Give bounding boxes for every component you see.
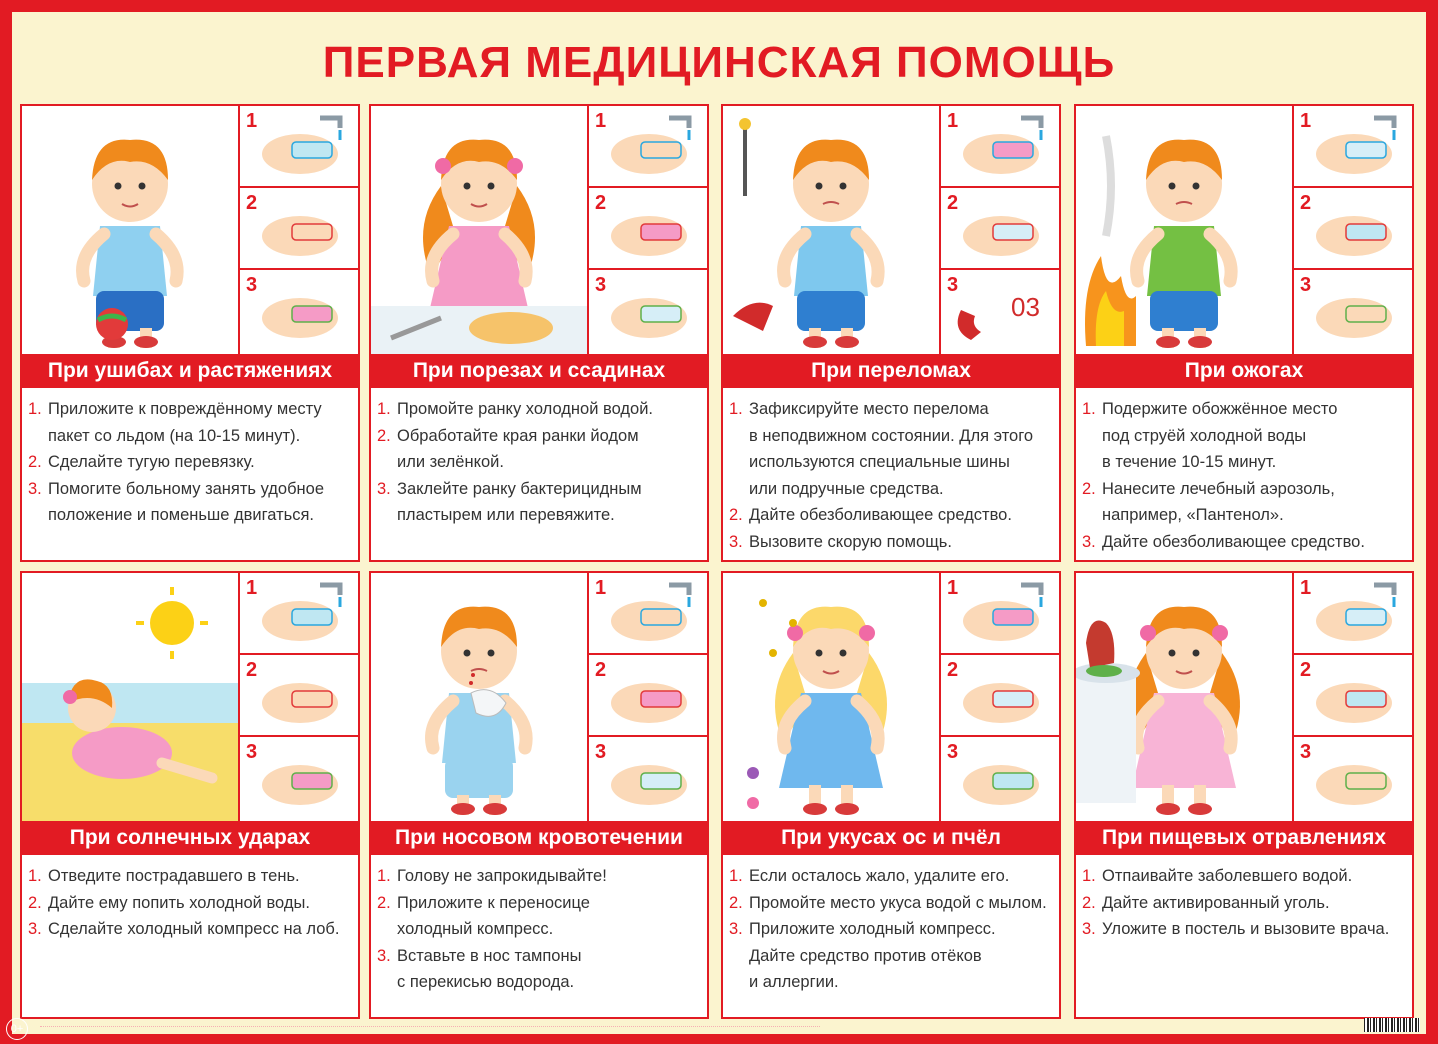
page-title: ПЕРВАЯ МЕДИЦИНСКАЯ ПОМОЩЬ — [322, 38, 1116, 87]
card-heading: При пищевых отравлениях — [1076, 821, 1412, 855]
item-text: Зафиксируйте место перелома в неподвижном состоянии. Для этого используются специальные шины или подручные средства. — [749, 400, 1034, 498]
item-number: 3. — [1082, 920, 1096, 938]
instruction-item — [28, 449, 354, 476]
instruction-list — [729, 396, 1055, 555]
card-heading: При переломах — [723, 354, 1059, 388]
item-number: 1. — [729, 400, 743, 418]
item-text: Подержите обожжённое место под струёй холодной воды в течение 10-15 минут. — [1102, 400, 1338, 471]
item-number: 1. — [1082, 400, 1096, 418]
step-number: 1 — [595, 110, 607, 132]
step-image — [1294, 106, 1414, 188]
instruction-item — [377, 423, 703, 476]
main-illustration — [1076, 573, 1292, 821]
instruction-item — [28, 476, 354, 529]
main-illustration — [22, 573, 238, 821]
item-number: 1. — [377, 867, 391, 885]
card-poisoning — [1074, 571, 1414, 1019]
instruction-item — [1082, 863, 1408, 890]
instruction-item — [28, 396, 354, 449]
step-image — [589, 188, 709, 270]
item-text: Промойте ранку холодной водой. — [397, 400, 654, 418]
card-stings — [721, 571, 1061, 1019]
step-number: 1 — [1300, 577, 1312, 599]
step-number: 2 — [595, 192, 607, 214]
instruction-item — [28, 916, 354, 943]
item-text: Вызовите скорую помощь. — [749, 532, 952, 551]
step-number: 1 — [246, 110, 258, 132]
step-number: 2 — [947, 192, 959, 214]
step-image — [941, 655, 1061, 737]
main-illustration — [723, 106, 939, 354]
item-text: Отведите пострадавшего в тень. — [48, 867, 300, 885]
card-heading: При носовом кровотечении — [371, 821, 707, 855]
instruction-item — [729, 916, 1055, 996]
instruction-item — [377, 396, 703, 423]
step-image — [941, 188, 1061, 270]
step-image — [1294, 573, 1414, 655]
item-number: 3. — [28, 479, 42, 498]
instruction-item — [1082, 476, 1408, 529]
card-nosebleed — [369, 571, 709, 1019]
instruction-item — [377, 863, 703, 890]
item-number: 2. — [28, 893, 42, 912]
instruction-item — [729, 396, 1055, 502]
instruction-item — [1082, 396, 1408, 476]
instruction-list — [28, 863, 354, 943]
item-number: 3. — [377, 946, 391, 965]
publisher-imprint — [40, 1026, 820, 1029]
step-image — [240, 737, 360, 817]
item-text: Дайте обезболивающее средство. — [1102, 532, 1365, 551]
item-text: Сделайте тугую перевязку. — [48, 453, 255, 471]
step-number: 2 — [595, 659, 607, 681]
item-number: 2. — [28, 453, 42, 471]
instruction-item — [377, 890, 703, 943]
instruction-item — [28, 890, 354, 917]
item-text: Голову не запрокидывайте! — [397, 867, 607, 885]
instruction-item — [1082, 916, 1408, 943]
step-number: 2 — [1300, 192, 1312, 214]
instruction-item — [729, 863, 1055, 890]
item-number: 2. — [729, 893, 743, 912]
instruction-item — [729, 529, 1055, 556]
step-number: 3 — [1300, 274, 1312, 296]
instruction-item — [729, 890, 1055, 917]
item-text: Вставьте в нос тампоны с перекисью водорода. — [397, 946, 582, 991]
step-number: 3 — [1300, 741, 1312, 763]
step-image — [589, 573, 709, 655]
step-images — [939, 106, 1061, 354]
step-image — [240, 106, 360, 188]
step-image — [1294, 737, 1414, 817]
item-number: 3. — [377, 479, 391, 498]
item-number: 3. — [1082, 532, 1096, 551]
card-cuts — [369, 104, 709, 562]
card-heading: При ушибах и растяжениях — [22, 354, 358, 388]
step-image — [1294, 270, 1414, 350]
card-heading: При ожогах — [1076, 354, 1412, 388]
item-text: Дайте ему попить холодной воды. — [48, 893, 310, 912]
item-number: 3. — [729, 532, 743, 551]
step-image — [589, 270, 709, 350]
instruction-item — [1082, 529, 1408, 556]
phone-number: 03 — [1011, 292, 1040, 322]
instruction-item — [729, 502, 1055, 529]
main-illustration — [22, 106, 238, 354]
item-text: Нанесите лечебный аэрозоль, например, «Пантенол». — [1102, 479, 1335, 524]
card-heading: При укусах ос и пчёл — [723, 821, 1059, 855]
item-number: 1. — [377, 400, 391, 418]
instruction-item — [1082, 890, 1408, 917]
step-image — [941, 573, 1061, 655]
step-number: 3 — [246, 741, 258, 763]
step-image — [240, 655, 360, 737]
step-number: 1 — [246, 577, 258, 599]
item-text: Дайте активированный уголь. — [1102, 893, 1330, 912]
item-text: Сделайте холодный компресс на лоб. — [48, 920, 340, 938]
instruction-list — [28, 396, 354, 529]
step-number: 1 — [595, 577, 607, 599]
item-text: Приложите к переносице холодный компресс. — [397, 893, 590, 938]
barcode — [1364, 1018, 1420, 1032]
instruction-item — [28, 863, 354, 890]
step-image — [1294, 188, 1414, 270]
step-image — [1294, 655, 1414, 737]
step-image — [240, 270, 360, 350]
step-image — [240, 573, 360, 655]
step-number: 1 — [947, 110, 959, 132]
step-image — [941, 106, 1061, 188]
card-bruises — [20, 104, 360, 562]
step-number: 2 — [246, 659, 258, 681]
item-text: Обработайте края ранки йодом или зелёнкой. — [397, 426, 639, 471]
item-text: Уложите в постель и вызовите врача. — [1102, 920, 1390, 938]
step-number: 1 — [1300, 110, 1312, 132]
instruction-list — [377, 863, 703, 996]
step-number: 1 — [947, 577, 959, 599]
step-image — [941, 270, 1061, 350]
step-images — [587, 106, 709, 354]
step-images — [238, 106, 360, 354]
step-number: 3 — [947, 741, 959, 763]
main-illustration — [371, 573, 587, 821]
step-image — [941, 737, 1061, 817]
age-rating-badge: 0+ — [6, 1018, 28, 1040]
step-images — [587, 573, 709, 821]
step-number: 3 — [595, 274, 607, 296]
card-sunstroke — [20, 571, 360, 1019]
step-images — [1292, 573, 1414, 821]
item-text: Помогите больному занять удобное положение и поменьше двигаться. — [48, 479, 325, 524]
item-number: 2. — [729, 506, 743, 524]
instruction-list — [1082, 396, 1408, 555]
step-number: 2 — [246, 192, 258, 214]
step-image — [589, 655, 709, 737]
step-number: 2 — [947, 659, 959, 681]
step-number: 2 — [1300, 659, 1312, 681]
item-number: 3. — [28, 920, 42, 938]
step-images — [939, 573, 1061, 821]
step-images — [1292, 106, 1414, 354]
item-number: 3. — [729, 920, 743, 938]
item-number: 2. — [1082, 893, 1096, 912]
instruction-item — [377, 943, 703, 996]
card-heading: При порезах и ссадинах — [371, 354, 707, 388]
card-heading: При солнечных ударах — [22, 821, 358, 855]
item-text: Приложите холодный компресс. Дайте средство против отёков и аллергии. — [749, 920, 996, 991]
instruction-list — [1082, 863, 1408, 943]
main-illustration — [371, 106, 587, 354]
step-number: 3 — [947, 274, 959, 296]
item-text: Если осталось жало, удалите его. — [749, 867, 1010, 885]
item-text: Промойте место укуса водой с мылом. — [749, 893, 1047, 912]
step-image — [589, 106, 709, 188]
item-text: Дайте обезболивающее средство. — [749, 506, 1012, 524]
instruction-list — [377, 396, 703, 529]
step-image — [589, 737, 709, 817]
card-fractures — [721, 104, 1061, 562]
step-images — [238, 573, 360, 821]
item-text: Заклейте ранку бактерицидным пластырем или перевяжите. — [397, 479, 642, 524]
item-number: 1. — [1082, 867, 1096, 885]
instruction-item — [377, 476, 703, 529]
item-text: Приложите к повреждённому месту пакет со льдом (на 10-15 минут). — [48, 400, 322, 445]
main-illustration — [1076, 106, 1292, 354]
item-number: 2. — [1082, 479, 1096, 498]
card-burns — [1074, 104, 1414, 562]
item-number: 1. — [729, 867, 743, 885]
item-number: 2. — [377, 893, 391, 912]
item-number: 1. — [28, 867, 42, 885]
item-number: 2. — [377, 426, 391, 445]
item-number: 1. — [28, 400, 42, 418]
step-number: 3 — [246, 274, 258, 296]
step-image — [240, 188, 360, 270]
main-illustration — [723, 573, 939, 821]
instruction-list — [729, 863, 1055, 996]
step-number: 3 — [595, 741, 607, 763]
item-text: Отпаивайте заболевшего водой. — [1102, 867, 1353, 885]
